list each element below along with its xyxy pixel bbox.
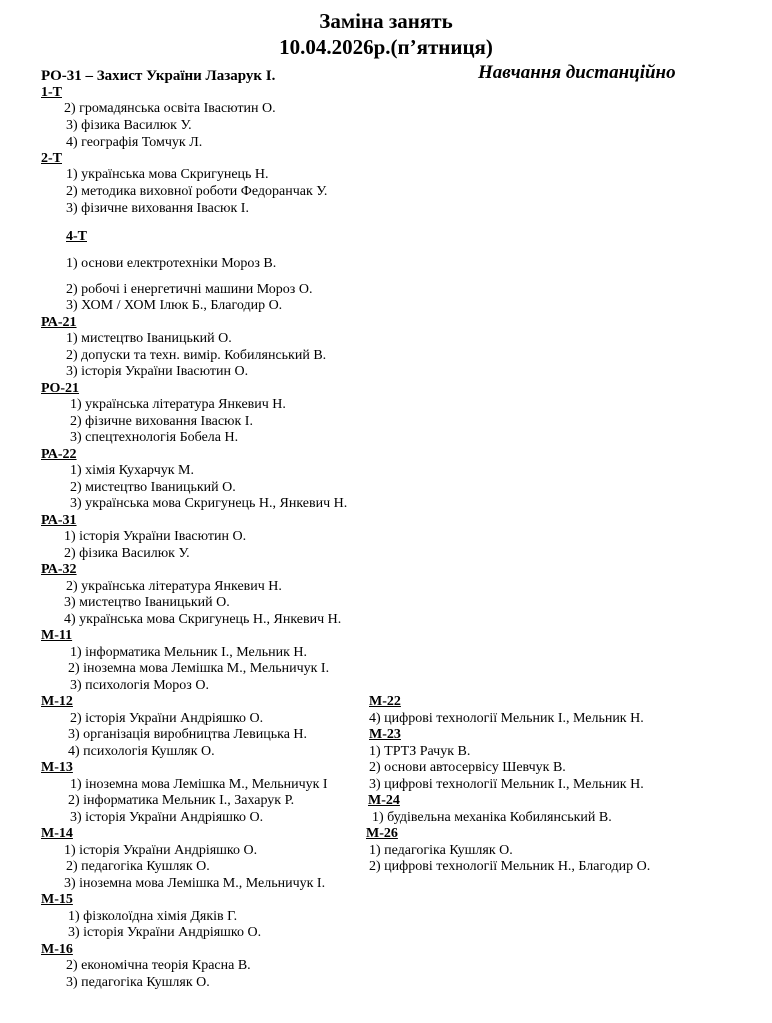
schedule-line: 1) українська мова Скригунець Н. <box>66 167 269 182</box>
schedule-line: 3) історія України Андріяшко О. <box>68 925 262 940</box>
schedule-line: 3) спецтехнологія Бобела Н. <box>70 430 239 445</box>
schedule-line: 2) громадянська освіта Івасютин О. <box>64 101 276 116</box>
schedule-line: 2) основи автосервісу Шевчук В. <box>369 760 566 775</box>
schedule-line: 2) допуски та техн. вимір. Кобилянський В. <box>66 348 327 363</box>
distance-learning-note: Навчання дистанційно <box>478 62 676 83</box>
schedule-line: 1) педагогіка Кушляк О. <box>369 843 513 858</box>
schedule-line: 4) географія Томчук Л. <box>66 135 203 150</box>
schedule-line: 3) мистецтво Іваницький О. <box>64 595 230 610</box>
schedule-line: 2) українська література Янкевич Н. <box>66 579 282 594</box>
group-heading: 1-Т <box>41 85 62 100</box>
schedule-line: 3) цифрові технології Мельник І., Мельник Н. <box>369 777 644 792</box>
schedule-line: 1) основи електротехніки Мороз В. <box>66 256 277 271</box>
group-heading: РА-22 <box>41 447 77 462</box>
schedule-line: 1) історія України Івасютин О. <box>64 529 247 544</box>
group-heading: М-11 <box>41 628 73 643</box>
schedule-line: 2) мистецтво Іваницький О. <box>70 480 236 495</box>
schedule-line: 3) фізика Василюк У. <box>66 118 192 133</box>
group-heading: РО-21 <box>41 381 80 396</box>
schedule-line: 1) будівельна механіка Кобилянський В. <box>372 810 612 825</box>
schedule-line: 2) цифрові технології Мельник Н., Благодир О. <box>369 859 651 874</box>
schedule-line: 1) ТРТЗ Рачук В. <box>369 744 471 759</box>
schedule-line: 2) історія України Андріяшко О. <box>70 711 264 726</box>
group-heading: М-26 <box>366 826 398 841</box>
group-heading: М-12 <box>41 694 73 709</box>
schedule-line: 1) фізколоїдна хімія Дяків Г. <box>68 909 238 924</box>
group-heading: М-15 <box>41 892 73 907</box>
group-heading: 2-Т <box>41 151 62 166</box>
group-heading: РА-21 <box>41 315 77 330</box>
schedule-line: 1) іноземна мова Лемішка М., Мельничук І <box>70 777 328 792</box>
schedule-line: 4) психологія Кушляк О. <box>68 744 215 759</box>
page-date: 10.04.2026р.(п’ятниця) <box>279 35 493 59</box>
group-heading: 4-Т <box>66 229 87 244</box>
page-title: Заміна занять <box>319 9 453 33</box>
schedule-line: 2) робочі і енергетичні машини Мороз О. <box>66 282 313 297</box>
schedule-line: 3) українська мова Скригунець Н., Янкевич Н. <box>70 496 348 511</box>
schedule-line: 3) історія України Івасютин О. <box>66 364 249 379</box>
schedule-line: 1) хімія Кухарчук М. <box>70 463 194 478</box>
schedule-line: 1) українська література Янкевич Н. <box>70 397 286 412</box>
group-heading: РА-32 <box>41 562 77 577</box>
schedule-line: 2) економічна теорія Красна В. <box>66 958 251 973</box>
schedule-line: 2) методика виховної роботи Федоранчак У. <box>66 184 328 199</box>
group-heading: М-23 <box>369 727 401 742</box>
schedule-line: 1) історія України Андріяшко О. <box>64 843 258 858</box>
group-heading: М-13 <box>41 760 73 775</box>
schedule-line: 2) іноземна мова Лемішка М., Мельничук І. <box>68 661 330 676</box>
schedule-line: 1) мистецтво Іваницький О. <box>66 331 232 346</box>
schedule-line: 4) українська мова Скригунець Н., Янкевич Н. <box>64 612 342 627</box>
schedule-line: 3) іноземна мова Лемішка М., Мельничук І. <box>64 876 326 891</box>
schedule-line: 2) фізичне виховання Івасюк І. <box>70 414 253 429</box>
schedule-line: 3) організація виробництва Левицька Н. <box>68 727 308 742</box>
group-heading: РА-31 <box>41 513 77 528</box>
schedule-line: 3) педагогіка Кушляк О. <box>66 975 210 990</box>
group-heading: М-22 <box>369 694 401 709</box>
schedule-line: 3) психологія Мороз О. <box>70 678 209 693</box>
group-heading: М-14 <box>41 826 73 841</box>
schedule-line: 3) фізичне виховання Івасюк І. <box>66 201 249 216</box>
schedule-line: 1) інформатика Мельник І., Мельник Н. <box>70 645 307 660</box>
schedule-line: 4) цифрові технології Мельник І., Мельник Н. <box>369 711 644 726</box>
schedule-line: 2) фізика Василюк У. <box>64 546 190 561</box>
group-heading: М-16 <box>41 942 73 957</box>
group-heading: М-24 <box>368 793 400 808</box>
schedule-line: 3) історія України Андріяшко О. <box>70 810 264 825</box>
schedule-line: 3) ХОМ / ХОМ Ілюк Б., Благодир О. <box>66 298 283 313</box>
schedule-line: 2) педагогіка Кушляк О. <box>66 859 210 874</box>
schedule-line: 2) інформатика Мельник І., Захарук Р. <box>68 793 295 808</box>
header-left: РО-31 – Захист України Лазарук І. <box>41 68 276 84</box>
